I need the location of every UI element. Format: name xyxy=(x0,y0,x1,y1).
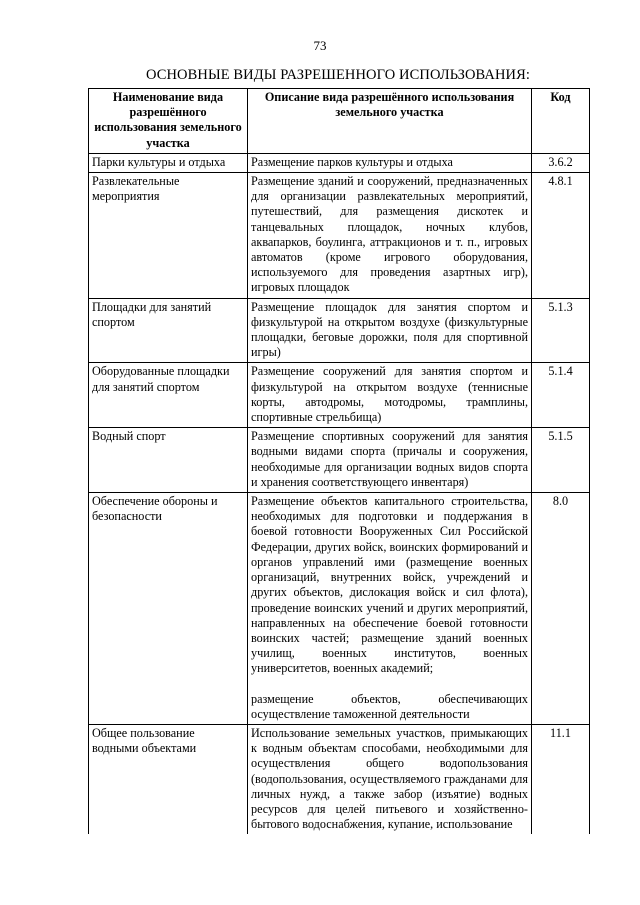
cell-use-description xyxy=(248,153,532,172)
cell-use-name: Водный спорт xyxy=(89,428,248,493)
cell-use-code: 11.1 xyxy=(532,724,590,834)
table-row xyxy=(89,173,590,299)
cell-use-name: Общее пользование водными объектами xyxy=(89,724,248,834)
table-row xyxy=(89,428,590,493)
cell-use-code: 4.8.1 xyxy=(532,173,590,299)
header-code: Код xyxy=(532,89,590,154)
description-paragraph: Размещение объектов капитального строительства, необходимых для подготовки и поддержания в боевой готовности Вооруженных Сил Российской Федерации, других войск, воинских формирований и органов управлений ими (размещение военных организаций, внутренних войск, учреждений и других объектов, дислокация войск и сил флота), проведение воинских учений и других мероприятий, направленных на обеспечение боевой готовности воинских частей; размещение зданий военных училищ, военных институтов, военных университетов, военных академий; xyxy=(251,494,528,676)
header-name: Наименование вида разрешённого использования земельного участка xyxy=(89,89,248,154)
table-row xyxy=(89,363,590,428)
cell-use-description xyxy=(248,428,532,493)
cell-use-code: 3.6.2 xyxy=(532,153,590,172)
cell-use-name: Площадки для занятий спортом xyxy=(89,298,248,363)
page-number: 73 xyxy=(313,38,327,53)
table-header-row xyxy=(89,89,590,154)
table-row xyxy=(89,493,590,725)
description-paragraph: размещение объектов, обеспечивающих осуществление таможенной деятельности xyxy=(251,691,528,721)
cell-use-description xyxy=(248,724,532,834)
table-row xyxy=(89,724,590,834)
table-row xyxy=(89,298,590,363)
description-paragraph: Размещение зданий и сооружений, предназначенных для организации развлекательных мероприятий, путешествий, для размещения дискотек и танцевальных площадок, ночных клубов, аквапарков, боулинга, аттракционов и т. п., игровых автоматов (кроме игрового оборудования, используемого для проведения азартных игр), игровых площадок xyxy=(251,174,528,295)
description-paragraph: Использование земельных участков, примыкающих к водным объектам способами, необходимыми для осуществления общего водопользования (водопользования, осуществляемого гражданами для личных нужд, а также забор (изъятие) водных ресурсов для целей питьевого и хозяйственно-бытового водоснабжения, купание, использование xyxy=(251,725,528,832)
cell-use-name: Парки культуры и отдыха xyxy=(89,153,248,172)
table-row xyxy=(89,153,590,172)
cell-use-name: Обеспечение обороны и безопасности xyxy=(89,493,248,725)
cell-use-name: Оборудованные площадки для занятий спортом xyxy=(89,363,248,428)
cell-use-description xyxy=(248,298,532,363)
table-body xyxy=(89,153,590,834)
description-paragraph: Размещение парков культуры и отдыха xyxy=(251,154,453,169)
cell-use-description xyxy=(248,363,532,428)
cell-use-description xyxy=(248,493,532,725)
cell-use-description xyxy=(248,173,532,299)
description-paragraph: Размещение сооружений для занятия спортом и физкультурой на открытом воздухе (теннисные корты, автодромы, мотодромы, трамплины, спортивные стрельбища) xyxy=(251,364,528,425)
description-paragraph: Размещение площадок для занятия спортом и физкультурой на открытом воздухе (физкультурные площадки, беговые дорожки, поля для спортивной игры) xyxy=(251,299,528,360)
cell-use-code: 5.1.3 xyxy=(532,298,590,363)
page-title: ОСНОВНЫЕ ВИДЫ РАЗРЕШЕННОГО ИСПОЛЬЗОВАНИЯ: xyxy=(145,67,531,83)
cell-use-name: Развлекательные мероприятия xyxy=(89,173,248,299)
cell-use-code: 5.1.4 xyxy=(532,363,590,428)
cell-use-code: 5.1.5 xyxy=(532,428,590,493)
description-paragraph: Размещение спортивных сооружений для занятия водными видами спорта (причалы и сооружения, необходимые для организации водных видов спорта и хранения соответствующего инвентаря) xyxy=(251,429,528,489)
land-use-table xyxy=(88,88,590,834)
cell-use-code: 8.0 xyxy=(532,493,590,725)
header-description: Описание вида разрешённого использования земельного участка xyxy=(248,89,532,154)
